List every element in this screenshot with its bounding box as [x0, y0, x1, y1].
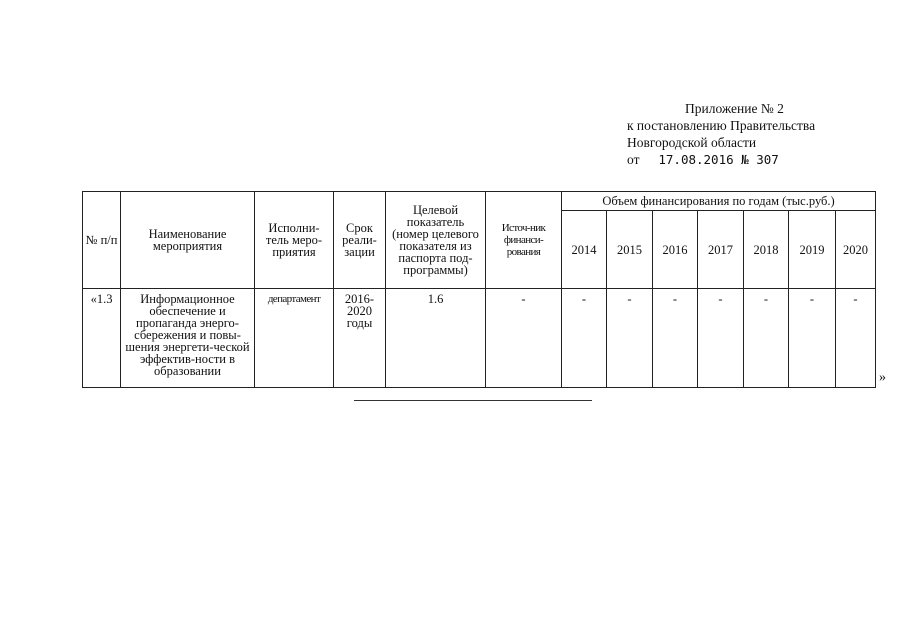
col-header-funding-group: Объем финансирования по годам (тыс.руб.) [562, 192, 876, 211]
row-value: - [562, 289, 607, 388]
col-header-year: 2015 [607, 211, 653, 289]
row-target: 1.6 [386, 289, 486, 388]
row-executor: департамент [255, 289, 334, 388]
measures-table [82, 191, 876, 388]
col-header-year: 2017 [698, 211, 744, 289]
row-num: «1.3 [83, 289, 121, 388]
closing-quote: » [879, 370, 886, 385]
table-row [83, 289, 876, 388]
appendix-region-line: Новгородской области [627, 135, 757, 150]
col-header-period: Срок реали-зации [334, 192, 386, 289]
row-value: - [744, 289, 789, 388]
row-value: - [653, 289, 698, 388]
col-header-year: 2019 [789, 211, 836, 289]
appendix-title: Приложение № 2 [685, 101, 784, 116]
col-header-executor: Исполни-тель меро-приятия [255, 192, 334, 289]
table-header-row [83, 192, 876, 211]
row-source: - [486, 289, 562, 388]
col-header-year: 2018 [744, 211, 789, 289]
col-header-name: Наименование мероприятия [121, 192, 255, 289]
date-value: 17.08.2016 № 307 [658, 152, 779, 167]
row-name: Информационное обеспечение и пропаганда энерго-сбережения и повы-шения энергети-ческой эффектив-ности в образовании [121, 289, 255, 388]
col-header-year: 2016 [653, 211, 698, 289]
row-value: - [698, 289, 744, 388]
row-value: - [607, 289, 653, 388]
col-header-year: 2020 [836, 211, 876, 289]
col-header-source: Источ-ник финанси-рования [486, 192, 562, 289]
date-label: от [627, 152, 640, 167]
row-value: - [836, 289, 876, 388]
row-value: - [789, 289, 836, 388]
divider-line [354, 400, 592, 401]
col-header-target: Целевой показатель (номер целевого показателя из паспорта под-программы) [386, 192, 486, 289]
appendix-date-line [627, 151, 815, 168]
appendix-resolution-line: к постановлению Правительства [627, 118, 816, 133]
col-header-year: 2014 [562, 211, 607, 289]
appendix-header [627, 100, 815, 168]
row-period: 2016-2020 годы [334, 289, 386, 388]
col-header-num: № п/п [83, 192, 121, 289]
